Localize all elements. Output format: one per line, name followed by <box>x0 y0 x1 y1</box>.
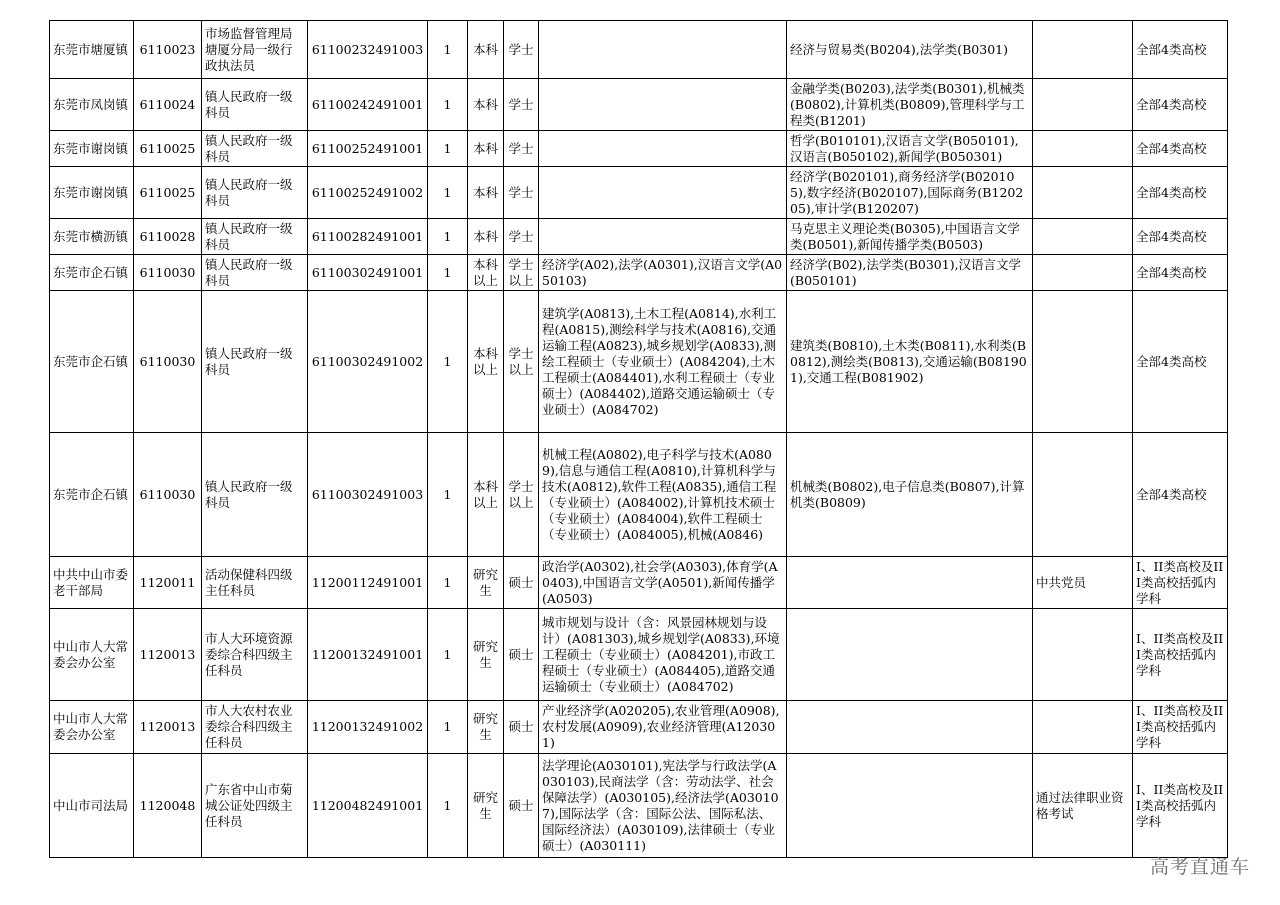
count-cell: 1 <box>428 609 468 701</box>
position-code-cell: 61100242491001 <box>308 79 428 131</box>
table-row <box>50 167 1228 219</box>
code-cell: 6110030 <box>134 291 202 433</box>
education-cell: 研究生 <box>468 557 504 609</box>
degree-cell: 学士以上 <box>504 291 539 433</box>
position-code-cell: 11200482491001 <box>308 754 428 858</box>
position-cell: 镇人民政府一级科员 <box>202 255 308 291</box>
education-cell: 研究生 <box>468 609 504 701</box>
count-cell: 1 <box>428 754 468 858</box>
table-row <box>50 557 1228 609</box>
undergrad-major-cell <box>787 557 1033 609</box>
position-code-cell: 61100302491002 <box>308 291 428 433</box>
unit-cell: 中共中山市委老干部局 <box>50 557 134 609</box>
position-code-cell: 61100232491003 <box>308 21 428 79</box>
table-row <box>50 79 1228 131</box>
position-code-cell: 61100252491001 <box>308 131 428 167</box>
position-cell: 市人大环境资源委综合科四级主任科员 <box>202 609 308 701</box>
undergrad-major-cell <box>787 701 1033 754</box>
unit-cell: 中山市人大常委会办公室 <box>50 609 134 701</box>
undergrad-major-cell: 经济与贸易类(B0204),法学类(B0301) <box>787 21 1033 79</box>
other-requirement-cell: 中共党员 <box>1033 557 1133 609</box>
unit-cell: 东莞市凤岗镇 <box>50 79 134 131</box>
undergrad-major-cell: 金融学类(B0203),法学类(B0301),机械类(B0802),计算机类(B0809),管理科学与工程类(B1201) <box>787 79 1033 131</box>
school-type-cell: 全部4类高校 <box>1133 167 1228 219</box>
table-row <box>50 255 1228 291</box>
code-cell: 1120013 <box>134 609 202 701</box>
count-cell: 1 <box>428 557 468 609</box>
position-code-cell: 11200132491002 <box>308 701 428 754</box>
recruitment-table <box>49 20 1228 858</box>
position-cell: 镇人民政府一级科员 <box>202 219 308 255</box>
table-row <box>50 219 1228 255</box>
count-cell: 1 <box>428 291 468 433</box>
undergrad-major-cell: 建筑类(B0810),土木类(B0811),水利类(B0812),测绘类(B0813),交通运输(B081901),交通工程(B081902) <box>787 291 1033 433</box>
undergrad-major-cell: 马克思主义理论类(B0305),中国语言文学类(B0501),新闻传播学类(B0503) <box>787 219 1033 255</box>
unit-cell: 东莞市谢岗镇 <box>50 131 134 167</box>
undergrad-major-cell <box>787 609 1033 701</box>
table-row <box>50 754 1228 858</box>
degree-cell: 硕士 <box>504 557 539 609</box>
undergrad-major-cell <box>787 754 1033 858</box>
undergrad-major-cell: 机械类(B0802),电子信息类(B0807),计算机类(B0809) <box>787 433 1033 557</box>
degree-cell: 硕士 <box>504 701 539 754</box>
graduate-major-cell: 经济学(A02),法学(A0301),汉语言文学(A050103) <box>539 255 787 291</box>
count-cell: 1 <box>428 219 468 255</box>
position-cell: 市人大农村农业委综合科四级主任科员 <box>202 701 308 754</box>
position-code-cell: 61100282491001 <box>308 219 428 255</box>
count-cell: 1 <box>428 701 468 754</box>
graduate-major-cell: 产业经济学(A020205),农业管理(A0908),农村发展(A0909),农业经济管理(A120301) <box>539 701 787 754</box>
school-type-cell: 全部4类高校 <box>1133 291 1228 433</box>
unit-cell: 中山市人大常委会办公室 <box>50 701 134 754</box>
school-type-cell: 全部4类高校 <box>1133 433 1228 557</box>
code-cell: 6110030 <box>134 255 202 291</box>
graduate-major-cell <box>539 79 787 131</box>
unit-cell: 东莞市横沥镇 <box>50 219 134 255</box>
degree-cell: 学士 <box>504 131 539 167</box>
other-requirement-cell <box>1033 433 1133 557</box>
position-cell: 镇人民政府一级科员 <box>202 291 308 433</box>
school-type-cell: I、II类高校及III类高校括弧内学科 <box>1133 754 1228 858</box>
table-row <box>50 433 1228 557</box>
table-row <box>50 701 1228 754</box>
code-cell: 6110030 <box>134 433 202 557</box>
other-requirement-cell <box>1033 701 1133 754</box>
watermark-text: 高考直通车 <box>1149 856 1250 878</box>
count-cell: 1 <box>428 79 468 131</box>
school-type-cell: 全部4类高校 <box>1133 79 1228 131</box>
graduate-major-cell <box>539 21 787 79</box>
count-cell: 1 <box>428 167 468 219</box>
degree-cell: 学士以上 <box>504 433 539 557</box>
education-cell: 本科 <box>468 219 504 255</box>
count-cell: 1 <box>428 131 468 167</box>
degree-cell: 学士 <box>504 21 539 79</box>
graduate-major-cell: 建筑学(A0813),土木工程(A0814),水利工程(A0815),测绘科学与技术(A0816),交通运输工程(A0823),城乡规划学(A0833),测绘工程硕士（专业硕士）(A084204),土木工程硕士(A084401),水利工程硕士（专业硕士）(A084402),道路交通运输硕士（专业硕士）(A084702) <box>539 291 787 433</box>
school-type-cell: I、II类高校及III类高校括弧内学科 <box>1133 701 1228 754</box>
other-requirement-cell: 通过法律职业资格考试 <box>1033 754 1133 858</box>
position-cell: 镇人民政府一级科员 <box>202 167 308 219</box>
school-type-cell: 全部4类高校 <box>1133 255 1228 291</box>
table-row <box>50 291 1228 433</box>
graduate-major-cell <box>539 131 787 167</box>
degree-cell: 硕士 <box>504 754 539 858</box>
school-type-cell: 全部4类高校 <box>1133 131 1228 167</box>
position-code-cell: 61100302491001 <box>308 255 428 291</box>
other-requirement-cell <box>1033 609 1133 701</box>
graduate-major-cell <box>539 167 787 219</box>
position-code-cell: 11200112491001 <box>308 557 428 609</box>
unit-cell: 东莞市塘厦镇 <box>50 21 134 79</box>
education-cell: 本科 <box>468 131 504 167</box>
education-cell: 本科 <box>468 167 504 219</box>
other-requirement-cell <box>1033 79 1133 131</box>
school-type-cell: 全部4类高校 <box>1133 21 1228 79</box>
degree-cell: 学士 <box>504 167 539 219</box>
unit-cell: 东莞市谢岗镇 <box>50 167 134 219</box>
position-cell: 广东省中山市菊城公证处四级主任科员 <box>202 754 308 858</box>
code-cell: 1120011 <box>134 557 202 609</box>
unit-cell: 东莞市企石镇 <box>50 291 134 433</box>
unit-cell: 东莞市企石镇 <box>50 433 134 557</box>
degree-cell: 学士以上 <box>504 255 539 291</box>
graduate-major-cell: 城市规划与设计（含：风景园林规划与设计）(A081303),城乡规划学(A0833),环境工程硕士（专业硕士）(A084201),市政工程硕士（专业硕士）(A084405),道路交通运输硕士（专业硕士）(A084702) <box>539 609 787 701</box>
table-row <box>50 131 1228 167</box>
position-code-cell: 11200132491001 <box>308 609 428 701</box>
position-cell: 镇人民政府一级科员 <box>202 79 308 131</box>
code-cell: 6110023 <box>134 21 202 79</box>
unit-cell: 东莞市企石镇 <box>50 255 134 291</box>
degree-cell: 学士 <box>504 219 539 255</box>
position-cell: 镇人民政府一级科员 <box>202 433 308 557</box>
education-cell: 本科 <box>468 21 504 79</box>
degree-cell: 硕士 <box>504 609 539 701</box>
other-requirement-cell <box>1033 131 1133 167</box>
undergrad-major-cell: 经济学(B020101),商务经济学(B020105),数字经济(B020107),国际商务(B120205),审计学(B120207) <box>787 167 1033 219</box>
table-row <box>50 609 1228 701</box>
degree-cell: 学士 <box>504 79 539 131</box>
education-cell: 研究生 <box>468 754 504 858</box>
school-type-cell: I、II类高校及III类高校括弧内学科 <box>1133 609 1228 701</box>
code-cell: 1120048 <box>134 754 202 858</box>
code-cell: 6110024 <box>134 79 202 131</box>
school-type-cell: I、II类高校及III类高校括弧内学科 <box>1133 557 1228 609</box>
undergrad-major-cell: 哲学(B010101),汉语言文学(B050101),汉语言(B050102),新闻学(B050301) <box>787 131 1033 167</box>
graduate-major-cell: 法学理论(A030101),宪法学与行政法学(A030103),民商法学（含：劳动法学、社会保障法学）(A030105),经济法学(A030107),国际法学（含：国际公法、国际私法、国际经济法）(A030109),法律硕士（专业硕士）(A030111) <box>539 754 787 858</box>
count-cell: 1 <box>428 433 468 557</box>
school-type-cell: 全部4类高校 <box>1133 219 1228 255</box>
position-code-cell: 61100252491002 <box>308 167 428 219</box>
education-cell: 本科以上 <box>468 433 504 557</box>
code-cell: 6110025 <box>134 131 202 167</box>
other-requirement-cell <box>1033 21 1133 79</box>
count-cell: 1 <box>428 21 468 79</box>
position-code-cell: 61100302491003 <box>308 433 428 557</box>
education-cell: 本科以上 <box>468 255 504 291</box>
other-requirement-cell <box>1033 291 1133 433</box>
undergrad-major-cell: 经济学(B02),法学类(B0301),汉语言文学(B050101) <box>787 255 1033 291</box>
count-cell: 1 <box>428 255 468 291</box>
education-cell: 本科以上 <box>468 291 504 433</box>
code-cell: 6110028 <box>134 219 202 255</box>
other-requirement-cell <box>1033 255 1133 291</box>
other-requirement-cell <box>1033 219 1133 255</box>
other-requirement-cell <box>1033 167 1133 219</box>
position-cell: 活动保健科四级主任科员 <box>202 557 308 609</box>
table-row <box>50 21 1228 79</box>
code-cell: 6110025 <box>134 167 202 219</box>
code-cell: 1120013 <box>134 701 202 754</box>
education-cell: 研究生 <box>468 701 504 754</box>
position-cell: 镇人民政府一级科员 <box>202 131 308 167</box>
education-cell: 本科 <box>468 79 504 131</box>
unit-cell: 中山市司法局 <box>50 754 134 858</box>
graduate-major-cell: 机械工程(A0802),电子科学与技术(A0809),信息与通信工程(A0810),计算机科学与技术(A0812),软件工程(A0835),通信工程（专业硕士）(A084002),计算机技术硕士（专业硕士）(A084004),软件工程硕士（专业硕士）(A084005),机械(A0846) <box>539 433 787 557</box>
graduate-major-cell <box>539 219 787 255</box>
position-cell: 市场监督管理局塘厦分局一级行政执法员 <box>202 21 308 79</box>
graduate-major-cell: 政治学(A0302),社会学(A0303),体育学(A0403),中国语言文学(A0501),新闻传播学(A0503) <box>539 557 787 609</box>
